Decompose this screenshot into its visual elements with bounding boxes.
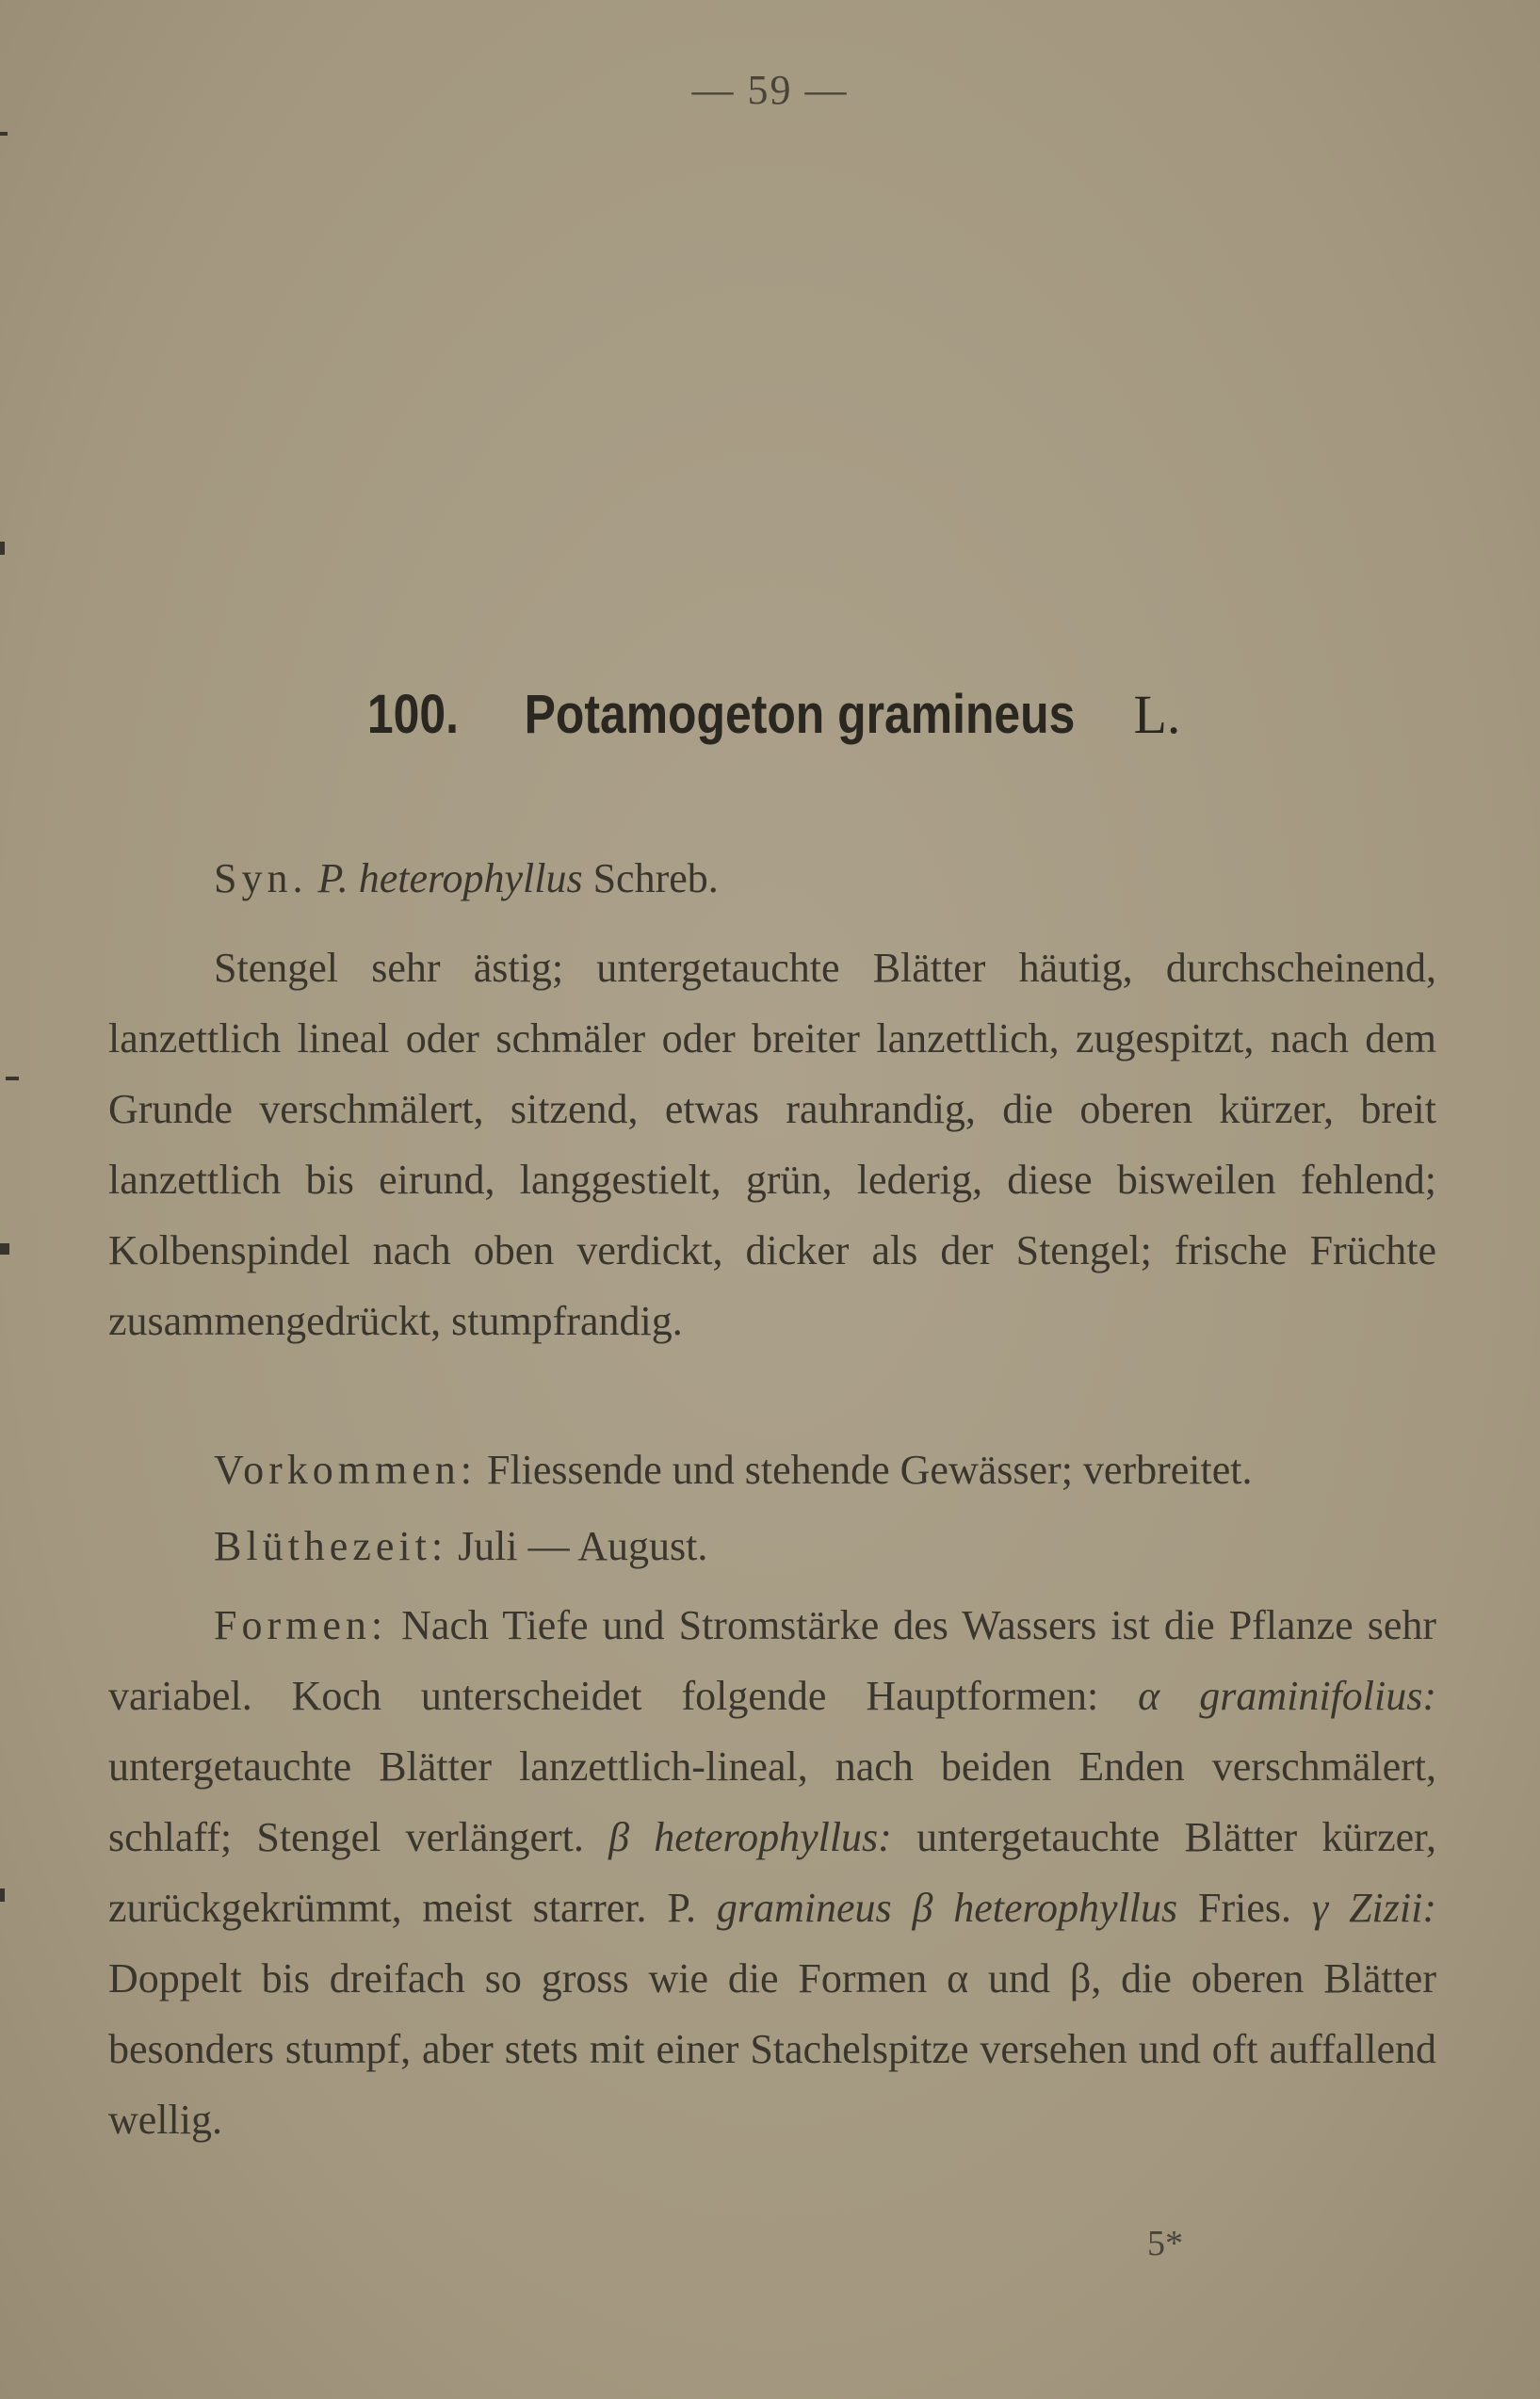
signature-mark: 5* [1147, 2224, 1183, 2263]
flowering-label: Blüthezeit: [214, 1523, 448, 1569]
flowering-block [108, 1511, 1436, 1581]
species-name: Potamogeton gramineus [524, 684, 1076, 745]
form-beta-name: β heterophyllus: [608, 1814, 892, 1860]
form-beta-synonym: gramineus β heterophyllus [716, 1885, 1178, 1931]
synonym-label: Syn. [214, 855, 308, 901]
forms-paragraph [108, 1590, 1436, 2155]
description-paragraph: Stengel sehr ästig; untergetauchte Blätter häutig, durchscheinend, lanzettlich lineal oder schmäler oder breiter lanzettlich, zugespitzt, nach dem Grunde verschmälert, sitzend, etwas rauhrandig, die oberen kürzer, breit lanzettlich bis eirund, langgestielt, grün, lederig, diese bisweilen fehlend; Kolbenspindel nach oben verdickt, dicker als der Stengel; frische Früchte zusammengedrückt, stumpfrandig. [108, 945, 1436, 1344]
margin-speck [0, 1888, 5, 1902]
synonym-name: P. heterophyllus [317, 855, 583, 901]
synonym-author: Schreb. [592, 855, 719, 901]
description-block [108, 932, 1436, 1356]
form-alpha-name: α graminifolius: [1138, 1673, 1436, 1719]
occurrence-block [108, 1435, 1436, 1505]
occurrence-label: Vorkommen: [214, 1447, 477, 1493]
forms-intro: Nach Tiefe und Stromstärke des Wassers ist die Pflanze sehr variabel. Koch unterscheidet folgende Hauptformen: [108, 1602, 1436, 1719]
margin-speck [0, 542, 5, 555]
flowering-paragraph [108, 1511, 1436, 1581]
form-beta-text: untergetauchte Blätter kürzer, zurückgekrümmt, meist starrer. P. [108, 1814, 1437, 1931]
margin-speck [6, 1077, 19, 1080]
species-heading [0, 683, 1540, 746]
margin-speck [0, 1243, 9, 1255]
page-number: — 59 — [691, 67, 849, 113]
species-number: 100. [366, 684, 459, 745]
form-gamma-name: γ Zizii: [1311, 1885, 1436, 1931]
synonym-paragraph [108, 843, 1436, 914]
form-beta-synonym-author: Fries. [1198, 1885, 1292, 1931]
margin-speck [0, 132, 8, 136]
form-gamma-text: Doppelt bis dreifach so gross wie die Formen α und β, die oberen Blätter besonders stumpf, aber stets mit einer Stachelspitze versehen und oft auffallend wellig. [108, 1955, 1436, 2143]
synonym-block [108, 843, 1436, 914]
occurrence-paragraph [108, 1435, 1436, 1505]
form-alpha-text: untergetauchte Blätter lanzettlich-lineal, nach beiden Enden verschmälert, schlaff; Stengel verlängert. [108, 1743, 1436, 1860]
occurrence-text: Fliessende und stehende Gewässer; verbreitet. [486, 1447, 1253, 1493]
species-author: L. [1133, 684, 1181, 745]
forms-block [108, 1590, 1436, 2155]
forms-label: Formen: [214, 1602, 388, 1648]
flowering-text: Juli — August. [458, 1523, 708, 1569]
